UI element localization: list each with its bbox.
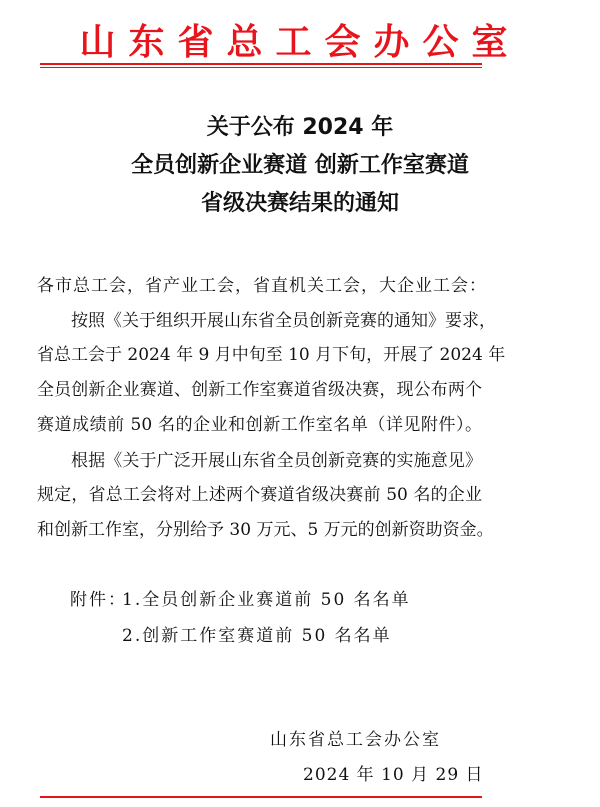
attachments-label: 附件： — [70, 590, 127, 610]
masthead-title: 山东省总工会办公室 — [79, 22, 521, 62]
notice-title-line-2: 全员创新企业赛道 创新工作室赛道 — [131, 153, 469, 178]
paragraph-1-line: 按照《关于组织开展山东省全员创新竞赛的通知》要求， — [71, 311, 496, 331]
paragraph-1-line: 全员创新企业赛道、创新工作室赛道省级决赛，现公布两个 — [37, 380, 482, 400]
paragraph-2-line: 和创新工作室，分别给予 30 万元、5 万元的创新资助资金。 — [37, 520, 494, 540]
notice-title-line-1: 关于公布 2024 年 — [206, 115, 394, 140]
header-divider-thin — [40, 67, 482, 68]
signature-date: 2024 年 10 月 29 日 — [303, 765, 484, 785]
notice-title-line-3: 省级决赛结果的通知 — [200, 191, 399, 216]
attachment-item-2: 2.创新工作室赛道前 50 名名单 — [122, 626, 392, 646]
footer-divider — [40, 796, 482, 798]
paragraph-1-line: 省总工会于 2024 年 9 月中旬至 10 月下旬，开展了 2024 年 — [37, 345, 506, 365]
salutation: 各市总工会，省产业工会，省直机关工会，大企业工会： — [37, 276, 487, 296]
attachment-item-1: 1.全员创新企业赛道前 50 名名单 — [122, 590, 411, 610]
paragraph-2-line: 根据《关于广泛开展山东省全员创新竞赛的实施意见》 — [71, 451, 482, 471]
signature-org: 山东省总工会办公室 — [270, 730, 441, 750]
paragraph-1-line: 赛道成绩前 50 名的企业和创新工作室名单（详见附件）。 — [37, 415, 482, 435]
paragraph-2-line: 规定，省总工会将对上述两个赛道省级决赛前 50 名的企业 — [37, 485, 482, 505]
header-divider — [40, 63, 482, 65]
